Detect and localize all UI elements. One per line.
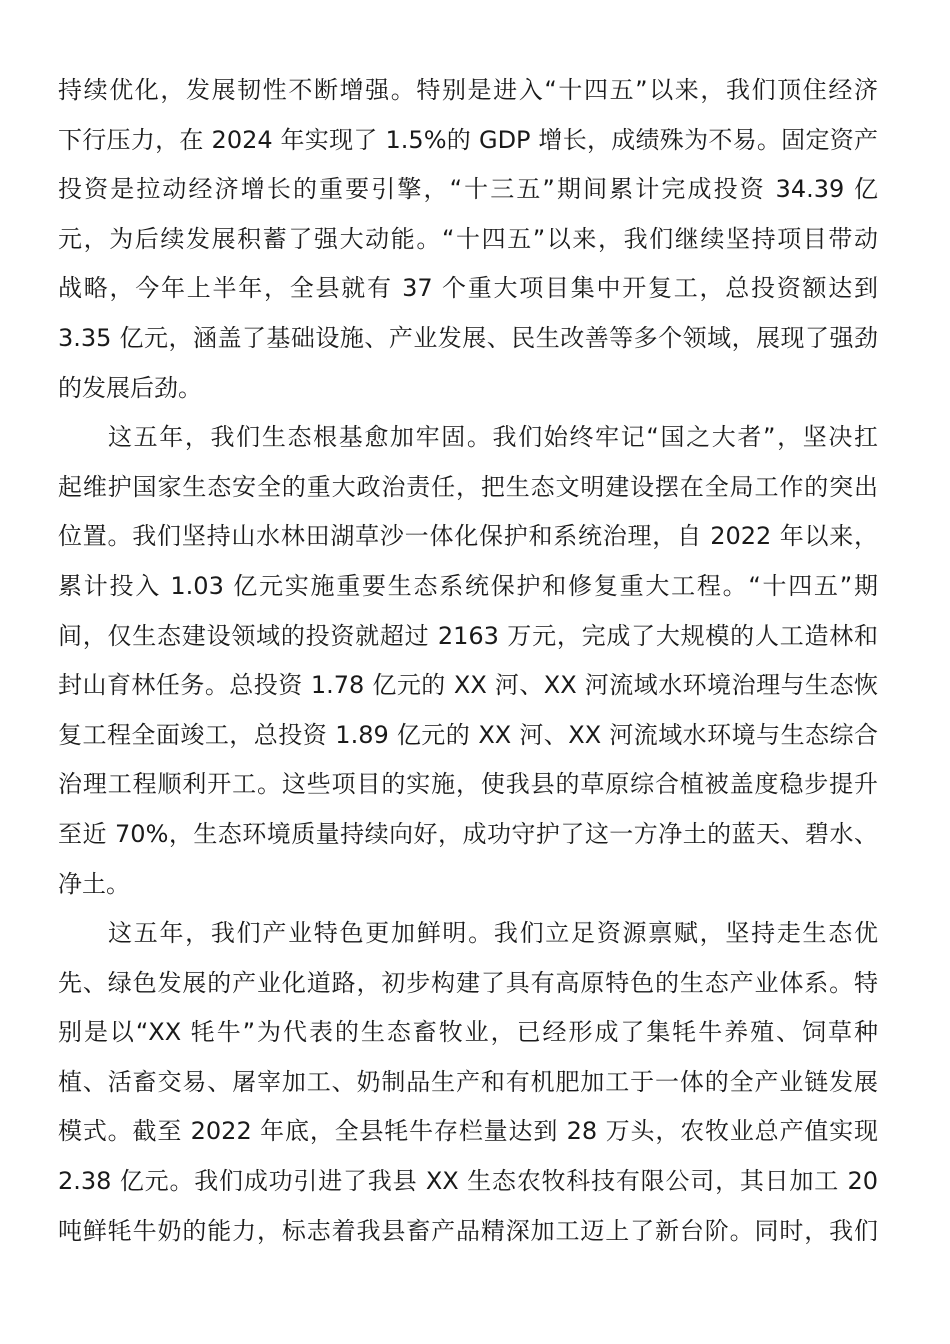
paragraph-ecology (58, 413, 878, 909)
text-line: 投资是拉动经济增长的重要引擎，“十三五”期间累计完成投资 34.39 亿 (58, 175, 878, 204)
text-line: 元，为后续发展积蓄了强大动能。“十四五”以来，我们继续坚持项目带动 (58, 224, 878, 253)
text-line: 复工程全面竣工，总投资 1.89 亿元的 XX 河、XX 河流域水环境与生态综合 (58, 720, 878, 749)
text-line: 起维护国家生态安全的重大政治责任，把生态文明建设摆在全局工作的突出 (58, 472, 878, 501)
text-line: 的发展后劲。 (58, 373, 202, 402)
text-line: 持续优化，发展韧性不断增强。特别是进入“十四五”以来，我们顶住经济 (58, 76, 878, 104)
text-line: 吨鲜牦牛奶的能力，标志着我县畜产品精深加工迈上了新台阶。同时，我们 (58, 1216, 878, 1245)
text-line: 净土。 (58, 869, 130, 898)
text-line: 累计投入 1.03 亿元实施重要生态系统保护和修复重大工程。“十四五”期 (58, 571, 878, 600)
paragraph-industry (58, 909, 878, 1256)
text-line: 这五年，我们产业特色更加鲜明。我们立足资源禀赋，坚持走生态优 (108, 919, 878, 948)
text-line: 模式。截至 2022 年底，全县牦牛存栏量达到 28 万头，农牧业总产值实现 (58, 1117, 878, 1146)
text-line: 先、绿色发展的产业化道路，初步构建了具有高原特色的生态产业体系。特 (58, 968, 878, 997)
text-line: 间，仅生态建设领域的投资就超过 2163 万元，完成了大规模的人工造林和 (58, 621, 878, 650)
text-line: 2.38 亿元。我们成功引进了我县 XX 生态农牧科技有限公司，其日加工 20 (58, 1167, 878, 1196)
text-line: 战略，今年上半年，全县就有 37 个重大项目集中开复工，总投资额达到 (58, 274, 878, 303)
text-line: 3.35 亿元，涵盖了基础设施、产业发展、民生改善等多个领域，展现了强劲 (58, 323, 878, 352)
text-line: 封山育林任务。总投资 1.78 亿元的 XX 河、XX 河流域水环境治理与生态恢 (58, 671, 878, 700)
text-line: 别是以“XX 牦牛”为代表的生态畜牧业，已经形成了集牦牛养殖、饲草种 (58, 1018, 878, 1047)
paragraph-economy (58, 66, 878, 413)
text-line: 下行压力，在 2024 年实现了 1.5%的 GDP 增长，成绩殊为不易。固定资产 (58, 125, 878, 154)
text-line: 这五年，我们生态根基愈加牢固。我们始终牢记“国之大者”，坚决扛 (108, 423, 878, 452)
text-line: 治理工程顺利开工。这些项目的实施，使我县的草原综合植被盖度稳步提升 (58, 770, 878, 799)
document-body (58, 66, 878, 1256)
text-line: 植、活畜交易、屠宰加工、奶制品生产和有机肥加工于一体的全产业链发展 (58, 1067, 878, 1096)
text-line: 位置。我们坚持山水林田湖草沙一体化保护和系统治理，自 2022 年以来， (58, 522, 878, 551)
text-line: 至近 70%，生态环境质量持续向好，成功守护了这一方净土的蓝天、碧水、 (58, 819, 878, 848)
